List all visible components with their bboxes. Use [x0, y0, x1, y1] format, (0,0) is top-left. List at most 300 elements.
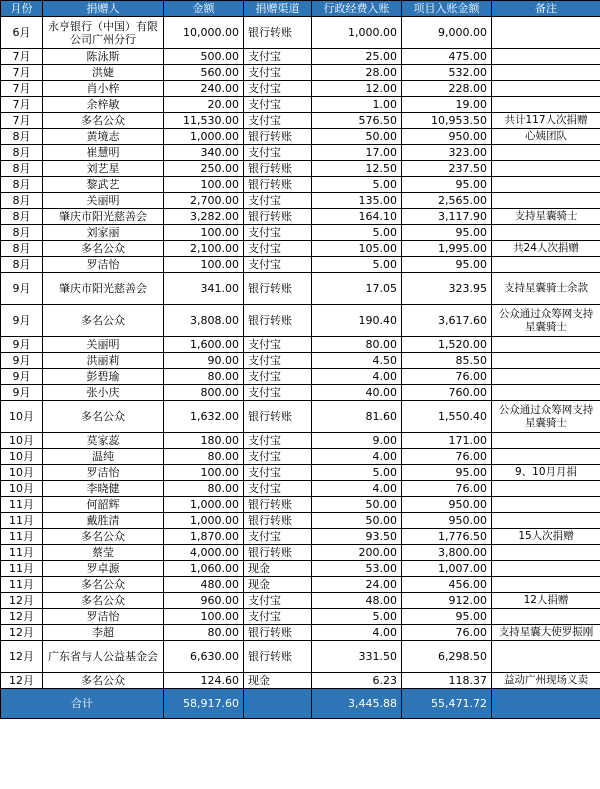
cell-admin-fee: 12.50 [312, 161, 402, 177]
cell-admin-fee: 50.00 [312, 497, 402, 513]
cell-amount: 341.00 [164, 273, 244, 305]
cell-donor: 黎武艺 [43, 177, 164, 193]
cell-donor: 罗洁怡 [43, 465, 164, 481]
cell-admin-fee: 93.50 [312, 529, 402, 545]
table-row [1, 305, 600, 337]
cell-donor: 肇庆市阳光慈善会 [43, 273, 164, 305]
cell-donor: 崔慧明 [43, 145, 164, 161]
cell-donor: 多名公众 [43, 305, 164, 337]
cell-admin-fee: 105.00 [312, 241, 402, 257]
cell-channel: 现金 [244, 673, 312, 689]
cell-amount: 480.00 [164, 577, 244, 593]
cell-donor: 永亨银行（中国）有限公司广州分行 [43, 17, 164, 49]
table-row [1, 353, 600, 369]
cell-donor: 关丽明 [43, 337, 164, 353]
cell-project-amount: 323.95 [402, 273, 492, 305]
cell-amount: 124.60 [164, 673, 244, 689]
cell-month: 7月 [1, 49, 43, 65]
cell-amount: 800.00 [164, 385, 244, 401]
cell-note: 公众通过众筹网支持星囊骑士 [492, 305, 600, 337]
cell-project-amount: 3,800.00 [402, 545, 492, 561]
table-row [1, 17, 600, 49]
cell-channel: 支付宝 [244, 433, 312, 449]
cell-month: 8月 [1, 161, 43, 177]
table-row [1, 257, 600, 273]
cell-amount: 180.00 [164, 433, 244, 449]
cell-admin-fee: 576.50 [312, 113, 402, 129]
table-row [1, 225, 600, 241]
cell-admin-fee: 4.00 [312, 369, 402, 385]
cell-donor: 多名公众 [43, 673, 164, 689]
cell-amount: 100.00 [164, 609, 244, 625]
cell-project-amount: 171.00 [402, 433, 492, 449]
cell-donor: 肖小梓 [43, 81, 164, 97]
cell-amount: 100.00 [164, 177, 244, 193]
cell-amount: 100.00 [164, 225, 244, 241]
table-row [1, 49, 600, 65]
cell-channel: 现金 [244, 561, 312, 577]
cell-donor: 广东省与人公益基金会 [43, 641, 164, 673]
cell-channel: 支付宝 [244, 337, 312, 353]
cell-note [492, 449, 600, 465]
cell-donor: 戴胜清 [43, 513, 164, 529]
cell-channel: 支付宝 [244, 65, 312, 81]
cell-channel: 现金 [244, 577, 312, 593]
header-channel: 捐赠渠道 [244, 1, 312, 17]
cell-project-amount: 118.37 [402, 673, 492, 689]
cell-project-amount: 76.00 [402, 369, 492, 385]
cell-channel: 支付宝 [244, 593, 312, 609]
cell-channel: 支付宝 [244, 449, 312, 465]
header-donor: 捐赠人 [43, 1, 164, 17]
cell-donor: 陈泳斯 [43, 49, 164, 65]
table-row [1, 385, 600, 401]
cell-note [492, 609, 600, 625]
header-row [1, 1, 600, 17]
cell-amount: 250.00 [164, 161, 244, 177]
cell-note [492, 17, 600, 49]
cell-month: 10月 [1, 433, 43, 449]
table-row [1, 561, 600, 577]
cell-donor: 肇庆市阳光慈善会 [43, 209, 164, 225]
cell-note: 共24人次捐赠 [492, 241, 600, 257]
cell-month: 8月 [1, 129, 43, 145]
cell-project-amount: 19.00 [402, 97, 492, 113]
cell-month: 7月 [1, 113, 43, 129]
cell-project-amount: 3,117.90 [402, 209, 492, 225]
cell-channel: 银行转账 [244, 625, 312, 641]
table-row [1, 545, 600, 561]
table-row [1, 401, 600, 433]
cell-admin-fee: 50.00 [312, 513, 402, 529]
table-row [1, 337, 600, 353]
total-row [1, 689, 600, 719]
cell-project-amount: 95.00 [402, 465, 492, 481]
cell-month: 9月 [1, 337, 43, 353]
cell-project-amount: 2,565.00 [402, 193, 492, 209]
cell-note [492, 81, 600, 97]
cell-note [492, 337, 600, 353]
cell-project-amount: 237.50 [402, 161, 492, 177]
cell-admin-fee: 25.00 [312, 49, 402, 65]
cell-channel: 支付宝 [244, 113, 312, 129]
table-row [1, 177, 600, 193]
cell-channel: 支付宝 [244, 225, 312, 241]
cell-amount: 10,000.00 [164, 17, 244, 49]
cell-admin-fee: 17.00 [312, 145, 402, 161]
cell-channel: 支付宝 [244, 529, 312, 545]
cell-admin-fee: 12.00 [312, 81, 402, 97]
cell-project-amount: 912.00 [402, 593, 492, 609]
cell-project-amount: 6,298.50 [402, 641, 492, 673]
cell-donor: 刘家丽 [43, 225, 164, 241]
cell-note [492, 49, 600, 65]
cell-amount: 80.00 [164, 449, 244, 465]
cell-donor: 多名公众 [43, 577, 164, 593]
cell-month: 10月 [1, 401, 43, 433]
cell-admin-fee: 17.05 [312, 273, 402, 305]
cell-project-amount: 950.00 [402, 513, 492, 529]
cell-note: 心姨团队 [492, 129, 600, 145]
table-row [1, 145, 600, 161]
cell-donor: 多名公众 [43, 113, 164, 129]
cell-channel: 银行转账 [244, 161, 312, 177]
cell-amount: 4,000.00 [164, 545, 244, 561]
cell-project-amount: 950.00 [402, 129, 492, 145]
cell-amount: 90.00 [164, 353, 244, 369]
cell-admin-fee: 81.60 [312, 401, 402, 433]
cell-donor: 关丽明 [43, 193, 164, 209]
cell-amount: 2,100.00 [164, 241, 244, 257]
cell-amount: 1,000.00 [164, 497, 244, 513]
table-row [1, 465, 600, 481]
cell-donor: 多名公众 [43, 593, 164, 609]
cell-month: 7月 [1, 81, 43, 97]
table-row [1, 577, 600, 593]
cell-project-amount: 95.00 [402, 257, 492, 273]
cell-donor: 李超 [43, 625, 164, 641]
cell-donor: 彭碧瑜 [43, 369, 164, 385]
cell-admin-fee: 50.00 [312, 129, 402, 145]
cell-donor: 黄境志 [43, 129, 164, 145]
cell-channel: 支付宝 [244, 465, 312, 481]
table-row [1, 97, 600, 113]
cell-note [492, 225, 600, 241]
cell-donor: 温纯 [43, 449, 164, 465]
table-row [1, 433, 600, 449]
table-row [1, 673, 600, 689]
cell-project-amount: 1,995.00 [402, 241, 492, 257]
cell-amount: 80.00 [164, 481, 244, 497]
cell-note: 15人次捐赠 [492, 529, 600, 545]
table-row [1, 81, 600, 97]
cell-donor: 张小庆 [43, 385, 164, 401]
cell-donor: 蔡莹 [43, 545, 164, 561]
total-channel-empty [244, 689, 312, 719]
cell-project-amount: 456.00 [402, 577, 492, 593]
cell-month: 9月 [1, 385, 43, 401]
cell-month: 8月 [1, 225, 43, 241]
cell-project-amount: 76.00 [402, 449, 492, 465]
cell-note [492, 161, 600, 177]
header-admin-fee: 行政经费入账 [312, 1, 402, 17]
cell-note [492, 497, 600, 513]
cell-month: 8月 [1, 241, 43, 257]
table-row [1, 129, 600, 145]
cell-donor: 罗卓源 [43, 561, 164, 577]
cell-note [492, 481, 600, 497]
header-project-amount: 项目入账金额 [402, 1, 492, 17]
cell-channel: 支付宝 [244, 97, 312, 113]
total-label: 合计 [1, 689, 164, 719]
cell-donor: 罗洁怡 [43, 609, 164, 625]
table-row [1, 497, 600, 513]
cell-note: 支持星囊骑士余款 [492, 273, 600, 305]
cell-month: 10月 [1, 465, 43, 481]
cell-admin-fee: 28.00 [312, 65, 402, 81]
cell-amount: 1,000.00 [164, 129, 244, 145]
cell-admin-fee: 4.00 [312, 449, 402, 465]
cell-month: 11月 [1, 577, 43, 593]
cell-donor: 何韶辉 [43, 497, 164, 513]
cell-amount: 240.00 [164, 81, 244, 97]
cell-month: 7月 [1, 65, 43, 81]
cell-project-amount: 10,953.50 [402, 113, 492, 129]
cell-admin-fee: 9.00 [312, 433, 402, 449]
cell-channel: 支付宝 [244, 193, 312, 209]
cell-amount: 80.00 [164, 625, 244, 641]
cell-channel: 支付宝 [244, 241, 312, 257]
cell-admin-fee: 135.00 [312, 193, 402, 209]
cell-project-amount: 76.00 [402, 481, 492, 497]
cell-project-amount: 76.00 [402, 625, 492, 641]
cell-amount: 3,282.00 [164, 209, 244, 225]
cell-admin-fee: 5.00 [312, 257, 402, 273]
table-row [1, 369, 600, 385]
cell-month: 11月 [1, 529, 43, 545]
cell-admin-fee: 4.00 [312, 481, 402, 497]
table-body [1, 17, 600, 689]
cell-note: 9、10月月捐 [492, 465, 600, 481]
cell-channel: 银行转账 [244, 401, 312, 433]
cell-note: 共计117人次捐赠 [492, 113, 600, 129]
cell-note [492, 145, 600, 161]
cell-note [492, 353, 600, 369]
cell-month: 12月 [1, 593, 43, 609]
cell-amount: 500.00 [164, 49, 244, 65]
cell-admin-fee: 190.40 [312, 305, 402, 337]
cell-admin-fee: 4.00 [312, 625, 402, 641]
cell-amount: 1,600.00 [164, 337, 244, 353]
cell-note: 公众通过众筹网支持星囊骑士 [492, 401, 600, 433]
cell-channel: 银行转账 [244, 513, 312, 529]
cell-project-amount: 95.00 [402, 177, 492, 193]
cell-amount: 6,630.00 [164, 641, 244, 673]
cell-project-amount: 1,007.00 [402, 561, 492, 577]
cell-month: 11月 [1, 513, 43, 529]
cell-month: 12月 [1, 625, 43, 641]
cell-month: 10月 [1, 481, 43, 497]
table-row [1, 65, 600, 81]
cell-note [492, 513, 600, 529]
cell-note [492, 65, 600, 81]
cell-note: 支持星囊大使罗振刚 [492, 625, 600, 641]
cell-admin-fee: 5.00 [312, 225, 402, 241]
cell-project-amount: 475.00 [402, 49, 492, 65]
cell-project-amount: 228.00 [402, 81, 492, 97]
cell-note: 支持星囊骑士 [492, 209, 600, 225]
cell-amount: 1,632.00 [164, 401, 244, 433]
cell-amount: 1,870.00 [164, 529, 244, 545]
cell-amount: 20.00 [164, 97, 244, 113]
table-row [1, 449, 600, 465]
cell-admin-fee: 6.23 [312, 673, 402, 689]
cell-donor: 李晓健 [43, 481, 164, 497]
cell-channel: 银行转账 [244, 545, 312, 561]
cell-amount: 1,000.00 [164, 513, 244, 529]
table-row [1, 593, 600, 609]
cell-month: 8月 [1, 177, 43, 193]
cell-project-amount: 95.00 [402, 225, 492, 241]
cell-channel: 银行转账 [244, 641, 312, 673]
cell-donor: 罗洁怡 [43, 257, 164, 273]
cell-note [492, 97, 600, 113]
cell-month: 12月 [1, 673, 43, 689]
cell-donor: 多名公众 [43, 241, 164, 257]
cell-amount: 100.00 [164, 465, 244, 481]
cell-amount: 960.00 [164, 593, 244, 609]
cell-admin-fee: 4.50 [312, 353, 402, 369]
cell-note: 12人捐赠 [492, 593, 600, 609]
cell-month: 6月 [1, 17, 43, 49]
cell-note [492, 545, 600, 561]
cell-note [492, 177, 600, 193]
cell-admin-fee: 40.00 [312, 385, 402, 401]
cell-donor: 多名公众 [43, 529, 164, 545]
cell-channel: 银行转账 [244, 177, 312, 193]
cell-project-amount: 532.00 [402, 65, 492, 81]
cell-month: 11月 [1, 545, 43, 561]
cell-admin-fee: 53.00 [312, 561, 402, 577]
cell-admin-fee: 331.50 [312, 641, 402, 673]
cell-admin-fee: 5.00 [312, 177, 402, 193]
cell-donor: 洪丽莉 [43, 353, 164, 369]
cell-channel: 银行转账 [244, 497, 312, 513]
cell-month: 11月 [1, 497, 43, 513]
cell-month: 10月 [1, 449, 43, 465]
cell-note [492, 385, 600, 401]
cell-project-amount: 85.50 [402, 353, 492, 369]
total-admin-fee: 3,445.88 [312, 689, 402, 719]
cell-admin-fee: 80.00 [312, 337, 402, 353]
header-amount: 金额 [164, 1, 244, 17]
cell-amount: 80.00 [164, 369, 244, 385]
table-row [1, 241, 600, 257]
cell-admin-fee: 24.00 [312, 577, 402, 593]
cell-project-amount: 323.00 [402, 145, 492, 161]
cell-admin-fee: 5.00 [312, 465, 402, 481]
cell-channel: 支付宝 [244, 609, 312, 625]
cell-donor: 多名公众 [43, 401, 164, 433]
cell-month: 12月 [1, 609, 43, 625]
cell-channel: 银行转账 [244, 273, 312, 305]
cell-project-amount: 3,617.60 [402, 305, 492, 337]
cell-amount: 3,808.00 [164, 305, 244, 337]
cell-donor: 洪婕 [43, 65, 164, 81]
cell-project-amount: 760.00 [402, 385, 492, 401]
cell-admin-fee: 164.10 [312, 209, 402, 225]
cell-channel: 支付宝 [244, 481, 312, 497]
cell-channel: 支付宝 [244, 49, 312, 65]
cell-channel: 银行转账 [244, 209, 312, 225]
cell-month: 8月 [1, 209, 43, 225]
cell-month: 8月 [1, 257, 43, 273]
table-row [1, 513, 600, 529]
cell-project-amount: 1,520.00 [402, 337, 492, 353]
cell-month: 9月 [1, 369, 43, 385]
cell-channel: 银行转账 [244, 129, 312, 145]
header-note: 备注 [492, 1, 600, 17]
cell-channel: 支付宝 [244, 353, 312, 369]
table-row [1, 625, 600, 641]
cell-note [492, 577, 600, 593]
cell-note: 益动广州现场义卖 [492, 673, 600, 689]
cell-admin-fee: 200.00 [312, 545, 402, 561]
total-amount: 58,917.60 [164, 689, 244, 719]
cell-channel: 支付宝 [244, 369, 312, 385]
cell-amount: 2,700.00 [164, 193, 244, 209]
cell-admin-fee: 48.00 [312, 593, 402, 609]
cell-admin-fee: 1.00 [312, 97, 402, 113]
cell-month: 7月 [1, 97, 43, 113]
total-project-amount: 55,471.72 [402, 689, 492, 719]
cell-admin-fee: 5.00 [312, 609, 402, 625]
cell-month: 9月 [1, 305, 43, 337]
cell-month: 9月 [1, 273, 43, 305]
cell-channel: 支付宝 [244, 385, 312, 401]
table-row [1, 209, 600, 225]
cell-project-amount: 1,776.50 [402, 529, 492, 545]
total-note-empty [492, 689, 600, 719]
cell-amount: 560.00 [164, 65, 244, 81]
table-row [1, 529, 600, 545]
cell-amount: 100.00 [164, 257, 244, 273]
table-row [1, 161, 600, 177]
cell-month: 11月 [1, 561, 43, 577]
cell-channel: 银行转账 [244, 305, 312, 337]
cell-amount: 11,530.00 [164, 113, 244, 129]
cell-donor: 莫家蕊 [43, 433, 164, 449]
cell-note [492, 433, 600, 449]
table-row [1, 641, 600, 673]
cell-note [492, 561, 600, 577]
table-row [1, 273, 600, 305]
cell-month: 8月 [1, 145, 43, 161]
table-row [1, 481, 600, 497]
cell-note [492, 193, 600, 209]
cell-channel: 支付宝 [244, 257, 312, 273]
cell-project-amount: 9,000.00 [402, 17, 492, 49]
cell-project-amount: 950.00 [402, 497, 492, 513]
table-row [1, 193, 600, 209]
table-row [1, 609, 600, 625]
cell-channel: 支付宝 [244, 145, 312, 161]
cell-month: 9月 [1, 353, 43, 369]
cell-admin-fee: 1,000.00 [312, 17, 402, 49]
cell-donor: 余梓敏 [43, 97, 164, 113]
cell-project-amount: 95.00 [402, 609, 492, 625]
cell-project-amount: 1,550.40 [402, 401, 492, 433]
